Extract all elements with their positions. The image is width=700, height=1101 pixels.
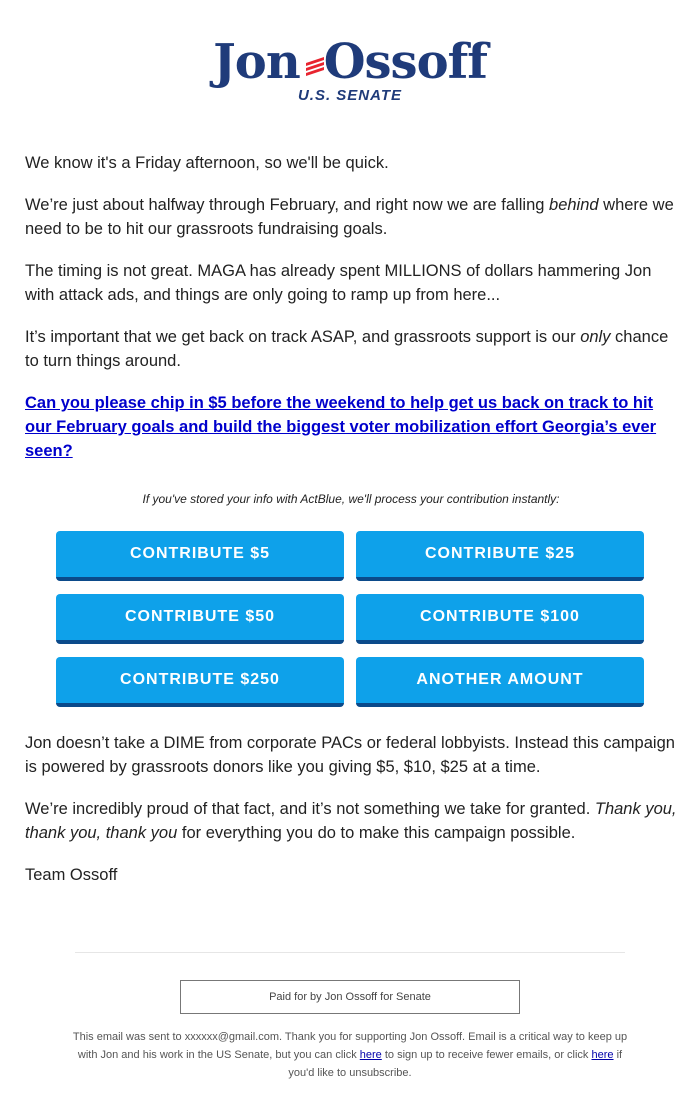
unsubscribe-link[interactable]: here: [591, 1049, 614, 1061]
paragraph: We know it's a Friday afternoon, so we'll be quick.: [25, 154, 389, 172]
text: It’s important that we get back on track ASAP, and grassroots support is our: [25, 328, 581, 346]
cta-link[interactable]: Can you please chip in $5 before the weekend to help get us back on track to hit our February goals and build the biggest voter mobilization effort Georgia’s ever seen?: [25, 394, 657, 460]
paragraph: [25, 193, 677, 241]
text: to sign up to receive fewer emails, or click: [381, 1049, 592, 1061]
paragraph: [25, 797, 677, 845]
logo-first-name: Jon: [213, 34, 300, 90]
emphasis: only: [580, 328, 611, 346]
contribute-5-button[interactable]: CONTRIBUTE $5: [56, 531, 344, 581]
emphasis: Thank you, thank you, thank you: [25, 800, 677, 842]
flag-stripes-icon: [304, 55, 326, 77]
text: We’re just about halfway through February, and right now we are falling: [25, 196, 550, 214]
contribute-25-button[interactable]: CONTRIBUTE $25: [356, 531, 644, 581]
paid-for-box: Paid for by Jon Ossoff for Senate: [180, 980, 520, 1014]
text: for everything you do to make this campaign possible.: [177, 824, 576, 842]
divider: [75, 952, 625, 953]
footer-text: [70, 1028, 630, 1082]
signoff: Team Ossoff: [25, 866, 118, 884]
fewer-emails-link[interactable]: here: [359, 1049, 382, 1061]
logo: [0, 34, 700, 104]
text: chance to turn things around.: [25, 328, 669, 370]
paragraph: [25, 325, 677, 373]
contribute-100-button[interactable]: CONTRIBUTE $100: [356, 594, 644, 644]
text: This email was sent to xxxxxx@gmail.com. Thank you for supporting Jon Ossoff. Email is a critical way to keep up with Jon and his work in the US Senate, but you can click: [72, 1031, 628, 1061]
text: We’re incredibly proud of that fact, and it’s not something we take for granted.: [25, 800, 595, 818]
actblue-note: If you've stored your info with ActBlue, we'll process your contribution instantly:: [142, 492, 560, 506]
contribute-buttons: [56, 531, 677, 707]
text: where we need to be to hit our grassroots fundraising goals.: [25, 196, 674, 238]
cta-paragraph: [25, 391, 677, 463]
contribute-250-button[interactable]: CONTRIBUTE $250: [56, 657, 344, 707]
logo-subtitle: U.S. SENATE: [297, 87, 403, 104]
logo-name: [0, 34, 700, 90]
paragraph: The timing is not great. MAGA has already spent MILLIONS of dollars hammering Jon with attack ads, and things are only going to ramp up from here...: [25, 262, 652, 304]
email-body: [25, 151, 677, 905]
emphasis: behind: [549, 196, 599, 214]
contribute-50-button[interactable]: CONTRIBUTE $50: [56, 594, 344, 644]
another-amount-button[interactable]: ANOTHER AMOUNT: [356, 657, 644, 707]
paragraph: Jon doesn’t take a DIME from corporate PACs or federal lobbyists. Instead this campaign is powered by grassroots donors like you giving $5, $10, $25 at a time.: [25, 734, 675, 776]
logo-last-name: Ossoff: [323, 34, 487, 90]
text: if you'd like to unsubscribe.: [288, 1049, 623, 1079]
